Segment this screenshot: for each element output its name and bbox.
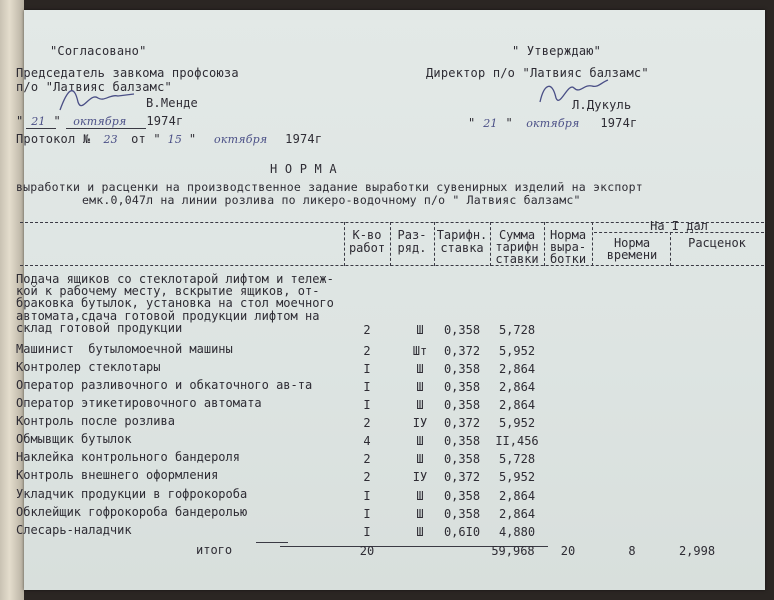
row-sum: 5,952 [498,470,536,484]
row-description: Обклейщик гофрокороба бандеролью [16,505,248,519]
row-rate: 0,358 [443,489,481,503]
row-rate: 0,372 [443,416,481,430]
total-dash [256,542,288,543]
row-sum: 2,864 [498,507,536,521]
row-sum: II,456 [495,434,539,448]
row-rate: 0,358 [443,452,481,466]
protocol-month: октября [214,133,268,146]
row-description: Оператор этикетировочного автомата [16,396,262,410]
document-sheet [16,10,765,590]
row-sum: 2,864 [498,489,536,503]
col-divider [592,222,593,266]
approval-left-heading: "Согласовано" [50,44,147,58]
row-description: браковка бутылок, установка на стол моечного [16,296,334,311]
header-time-norm-line: Норма [613,236,651,250]
total-count: 20 [359,544,375,558]
row-count: 2 [363,322,371,337]
row-rate: 0,358 [443,362,481,376]
table-header-rule [20,265,764,266]
row-sum: 5,952 [498,344,536,358]
row-count: I [363,525,371,539]
row-rank: Ш [416,380,424,394]
row-description: Контроль после розлива [16,414,175,428]
header-norm-line: ботки [549,252,587,266]
header-sum-line: Сумма [498,228,536,242]
protocol-prefix: Протокол № [16,132,91,146]
row-rank: Ш [416,489,424,503]
header-sum-line: тарифн [495,240,539,254]
approval-right-position: Директор п/о "Латвияс балзамс" [426,66,649,80]
approval-left-name: В.Менде [146,96,198,110]
approval-right-year: 1974г [600,116,638,130]
row-description: Обмывщик бутылок [16,432,132,446]
row-rate: 0,358 [443,398,481,412]
title-line-1: выработки и расценки на производственное задание выработки сувенирных изделий на экспорт [16,180,643,194]
row-sum: 2,864 [498,380,536,394]
row-description: Контроль внешнего оформления [16,468,219,482]
row-rate: 0,358 [443,380,481,394]
title-line-2: емк.0,047л на линии розлива по ликеро-водочному п/о " Латвияс балзамс" [82,193,581,207]
row-rank: Ш [416,398,424,412]
protocol-line: Протокол № 23 от " 15 " октября 1974г [16,132,323,146]
row-rank: Ш [416,434,424,448]
approval-right-day: 21 [483,117,498,130]
underline [66,128,146,129]
row-description: Машинист бутыломоечной машины [16,342,233,356]
header-count-line: работ [348,241,386,255]
total-norm: 20 [560,544,576,558]
row-sum: 5,952 [498,416,536,430]
approval-right-date: " 21 " октября 1974г [468,116,638,130]
row-description: кой к рабочему месту, вскрытие ящиков, от- [16,284,320,299]
row-rate: 0,358 [443,507,481,521]
total-price: 2,998 [678,544,716,558]
underline [26,128,56,129]
row-description: Наклейка контрольного бандероля [16,450,240,464]
header-count-line: К-во [352,228,382,242]
row-count: 2 [363,470,371,484]
row-description: автомата,сдача готовой продукции лифтом на [16,308,320,323]
document-title: Н О Р М А [270,162,337,176]
row-description: Слесарь-наладчик [16,523,132,537]
row-count: I [363,489,371,503]
row-count: I [363,362,371,376]
row-sum: 5,728 [498,322,536,337]
row-description: Контролер стеклотары [16,360,161,374]
header-norm-line: выра- [549,240,587,254]
header-per-dal: На I дал [650,219,708,233]
row-rate: 0,372 [443,470,481,484]
protocol-from: от [131,132,146,146]
header-time-norm-line: времени [606,248,658,262]
header-rate-line: ставка [440,241,484,255]
row-count: I [363,380,371,394]
row-rank: IУ [412,416,428,430]
row-sum: 2,864 [498,398,536,412]
header-price: Расценок [688,236,746,250]
row-count: 2 [363,452,371,466]
row-rate: 0,372 [443,344,481,358]
row-sum: 5,728 [498,452,536,466]
protocol-day: 15 [167,133,183,146]
row-description: Подача ящиков со стеклотарой лифтом и тележ- [16,272,334,286]
total-sum: 59,968 [491,544,535,558]
header-sum-line: ставки [495,252,539,266]
row-rank: IУ [412,470,428,484]
approval-left-day: 21 [31,115,46,128]
approval-right-heading: " Утверждаю" [512,44,602,58]
approval-right-month: октября [526,117,580,130]
protocol-year: 1974г [285,132,323,146]
row-count: I [363,507,371,521]
total-label: итого [196,543,233,557]
protocol-number: 23 [103,133,118,146]
row-description: Оператор разливочного и обкаточного ав-та [16,378,313,392]
row-rate: 0,6I0 [443,525,481,539]
header-rank-line: Раз- [397,228,427,242]
row-rank: Шт [412,344,428,358]
header-norm-line: Норма [549,228,587,242]
approval-left-position-1: Председатель завкома профсоюза [16,66,239,80]
approval-right-name: Л.Дукуль [572,98,632,112]
row-rate: 0,358 [443,434,481,448]
row-rank: Ш [416,452,424,466]
total-time-norm: 8 [628,544,636,558]
row-count: I [363,398,371,412]
row-sum: 2,864 [498,362,536,376]
row-rate: 0,358 [443,322,481,337]
row-count: 4 [363,434,371,448]
approval-left-month: октября [73,115,127,128]
row-rank: Ш [416,525,424,539]
row-description: склад готовой продукции [16,320,183,335]
header-rate-line: Тарифн. [436,228,488,242]
approval-left-year: 1974г [146,114,184,128]
approval-left-date: " 21 " октября 1974г [16,114,184,128]
row-rank: Ш [416,322,424,337]
row-count: 2 [363,416,371,430]
row-count: 2 [363,344,371,358]
approval-left-position-2: п/о "Латвияс балзамс" [16,80,172,94]
header-rank-line: ряд. [397,241,427,255]
row-description: Укладчик продукции в гофрокороба [16,487,248,501]
row-sum: 4,880 [498,525,536,539]
row-rank: Ш [416,362,424,376]
row-rank: Ш [416,507,424,521]
